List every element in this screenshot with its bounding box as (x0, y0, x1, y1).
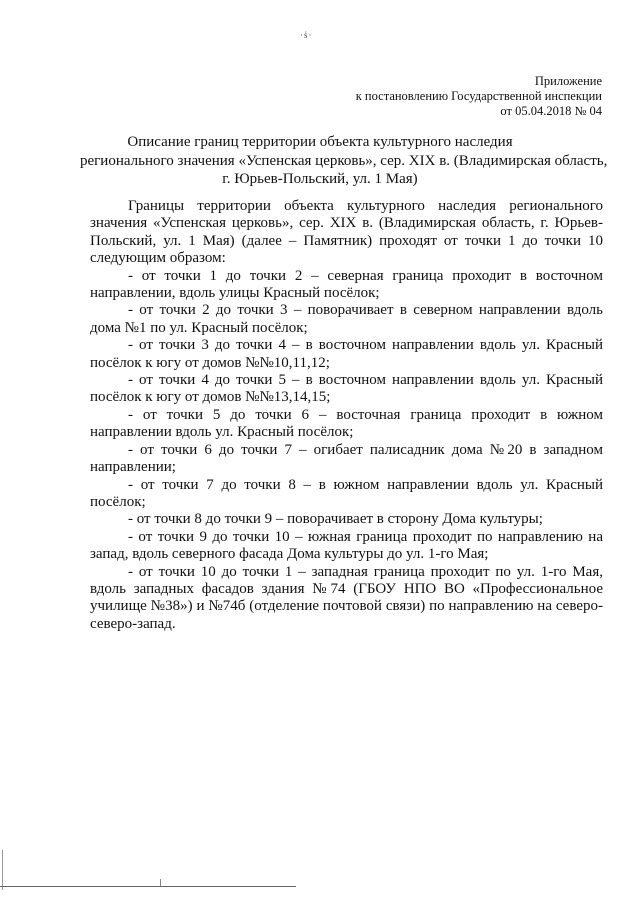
boundary-item-4: - от точки 4 до точки 5 – в восточном направлении вдоль ул. Красный посёлок к югу от домов №№13,14,15; (90, 372, 603, 406)
boundary-item-3: - от точки 3 до точки 4 – в восточном направлении вдоль ул. Красный посёлок к югу от домов №№10,11,12; (90, 337, 603, 371)
title-line-3: г. Юрьев-Польский, ул. 1 Мая) (222, 171, 418, 187)
document-body (90, 198, 603, 633)
document-title (80, 133, 608, 189)
intro-paragraph: Границы территории объекта культурного наследия регионального значения «Успенская церковь», сер. XIX в. (Владимирская область, г. Юрьев-Польский, ул. 1 Мая) (далее – Памятник) проходят от точки 1 до точки 10 следующим образом: (90, 198, 603, 267)
boundary-item-9: - от точки 9 до точки 10 – южная граница проходит по направлению на запад, вдоль северного фасада Дома культуры до ул. 1-го Мая; (90, 528, 603, 563)
footer-rule (0, 886, 296, 887)
boundary-item-1: - от точки 1 до точки 2 – северная граница проходит в восточном направлении, вдоль улицы Красный посёлок; (90, 267, 603, 302)
boundary-item-5: - от точки 5 до точки 6 – восточная граница проходит в южном направлении вдоль ул. Красный посёлок; (90, 406, 603, 441)
boundary-item-6: - от точки 6 до точки 7 – огибает палисадник дома №20 в западном направлении; (90, 441, 603, 476)
title-line-2: регионального значения «Успенская церковь», сер. XIX в. (Владимирская область, (80, 152, 608, 169)
boundary-item-2: - от точки 2 до точки 3 – поворачивает в северном направлении вдоль дома №1 по ул. Красный посёлок; (90, 302, 603, 336)
scan-mark: ·ṡ· (300, 30, 313, 40)
title-line-1: Описание границ территории объекта культурного наследия (127, 134, 513, 150)
boundary-item-7: - от точки 7 до точки 8 – в южном направлении вдоль ул. Красный посёлок; (90, 476, 603, 510)
scan-edge-line (2, 850, 3, 890)
appendix-header (302, 74, 602, 119)
appendix-resolution-ref: к постановлению Государственной инспекции (355, 89, 602, 103)
boundary-item-8: - от точки 8 до точки 9 – поворачивает в сторону Дома культуры; (128, 511, 543, 528)
appendix-date-number: от 05.04.2018 № 04 (500, 104, 602, 118)
scan-tick-mark (160, 879, 161, 886)
appendix-label: Приложение (534, 74, 602, 88)
boundary-item-10: - от точки 10 до точки 1 – западная граница проходит по ул. 1-го Мая, вдоль западных фасадов здания №74 (ГБОУ НПО ВО «Профессиональное училище №38») и №74б (отделение почтовой связи) по направлению на северо-северо-запад. (90, 563, 603, 632)
